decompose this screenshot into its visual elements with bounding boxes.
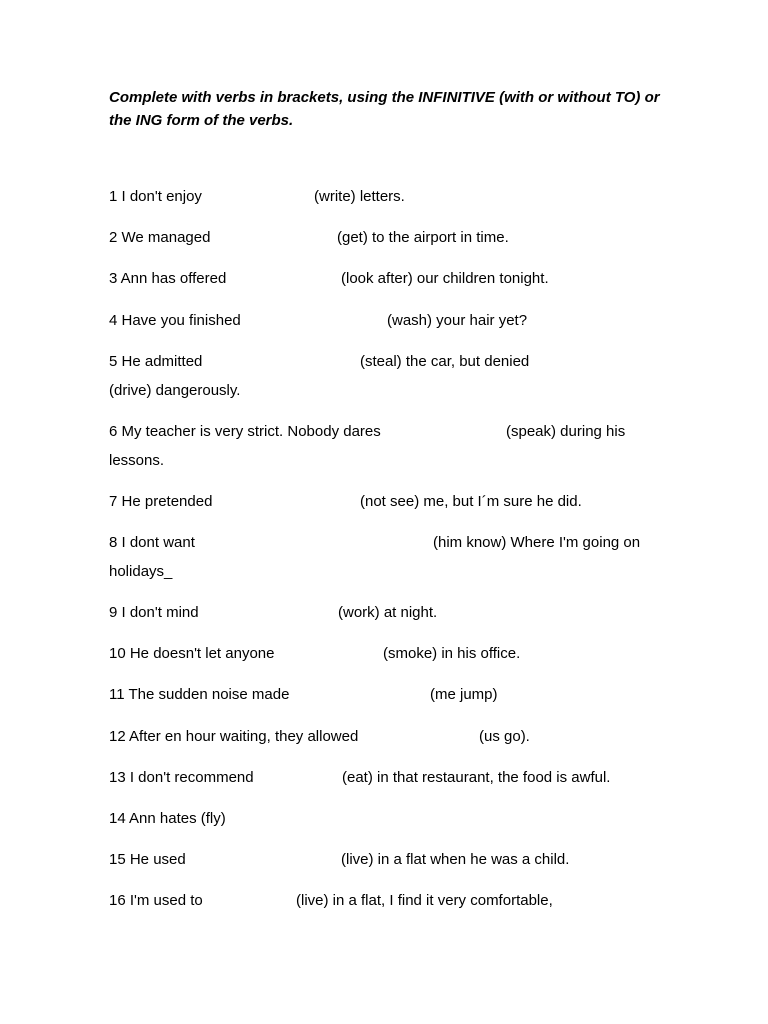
exercise-verb-cue: (steal) the car, but denied	[360, 353, 530, 370]
exercise-verb-cue: (me jump)	[430, 686, 498, 703]
exercise-lead-text: 11 The sudden noise made	[109, 686, 290, 703]
instructions-heading: Complete with verbs in brackets, using the INFINITIVE (with or without TO) or the ING form of the verbs.	[109, 89, 660, 129]
exercise-continuation: holidays_	[109, 563, 173, 580]
exercise-verb-cue: (look after) our children tonight.	[341, 270, 549, 287]
exercise-lead-text: 3 Ann has offered	[109, 270, 227, 287]
exercise-lead-text: 1 I don't enjoy	[109, 188, 202, 205]
exercise-verb-cue: (wash) your hair yet?	[387, 312, 528, 329]
exercise-verb-cue: (smoke) in his office.	[383, 645, 521, 662]
exercise-continuation: (drive) dangerously.	[109, 382, 241, 399]
exercise-verb-cue: (live) in a flat when he was a child.	[341, 851, 570, 868]
exercise-continuation: lessons.	[109, 452, 165, 469]
exercise-lead-text: 15 He used	[109, 851, 186, 868]
exercise-lead-text: 13 I don't recommend	[109, 769, 254, 786]
exercise-verb-cue: (eat) in that restaurant, the food is awful.	[342, 769, 611, 786]
exercise-lead-text: 14 Ann hates (fly)	[109, 810, 226, 827]
exercise-lead-text: 16 I'm used to	[109, 892, 203, 909]
exercise-verb-cue: (not see) me, but I´m sure he did.	[360, 493, 582, 510]
exercise-verb-cue: (speak) during his	[506, 423, 626, 440]
exercise-verb-cue: (get) to the airport in time.	[337, 229, 509, 246]
exercise-lead-text: 12 After en hour waiting, they allowed	[109, 728, 359, 745]
exercise-verb-cue: (write) letters.	[314, 188, 405, 205]
exercise-lead-text: 10 He doesn't let anyone	[109, 645, 275, 662]
exercise-lead-text: 6 My teacher is very strict. Nobody dares	[109, 423, 381, 440]
exercise-lead-text: 4 Have you finished	[109, 312, 241, 329]
exercise-lead-text: 2 We managed	[109, 229, 211, 246]
exercise-verb-cue: (him know) Where I'm going on	[433, 534, 641, 551]
exercise-lead-text: 5 He admitted	[109, 353, 203, 370]
exercise-verb-cue: (live) in a flat, I find it very comfortable,	[296, 892, 553, 909]
exercise-verb-cue: (work) at night.	[338, 604, 438, 621]
exercise-lead-text: 8 I dont want	[109, 534, 195, 551]
exercise-lead-text: 7 He pretended	[109, 493, 213, 510]
exercise-lead-text: 9 I don't mind	[109, 604, 199, 621]
exercise-verb-cue: (us go).	[479, 728, 530, 745]
